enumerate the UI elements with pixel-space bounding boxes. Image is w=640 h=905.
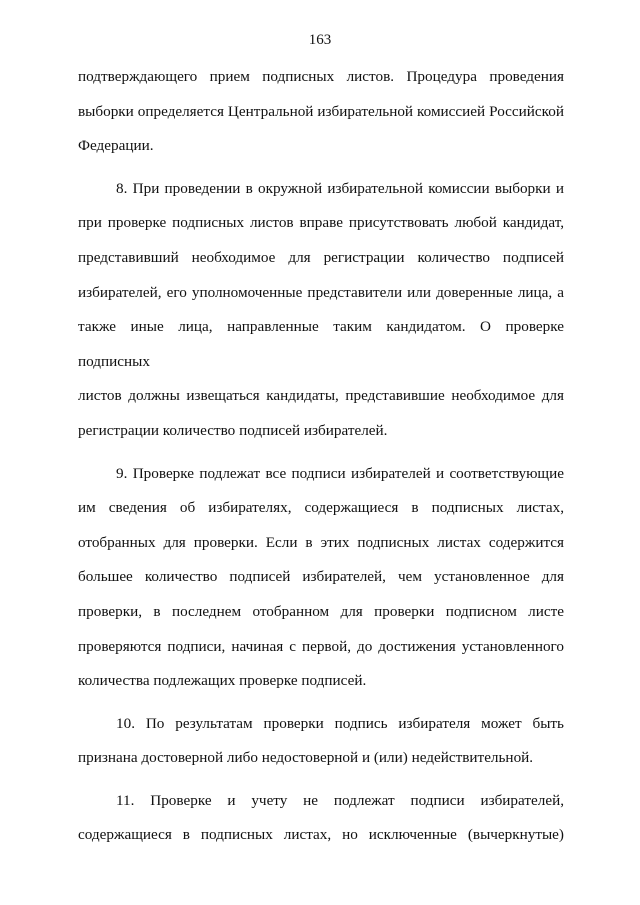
text-line: избирателей, его уполномоченные представители или доверенные лица, а (78, 283, 564, 301)
paragraph-11 (78, 784, 564, 853)
paragraph-continuation (78, 60, 564, 164)
text-line: количества подлежащих проверке подписей. (78, 672, 367, 690)
text-line: проверки, в последнем отобранном для проверки подписном листе (78, 602, 564, 620)
text-line: 9. Проверке подлежат все подписи избирателей и соответствующие (116, 464, 564, 482)
text-line: при проверке подписных листов вправе присутствовать любой кандидат, (78, 214, 564, 232)
text-line: также иные лица, направленные таким кандидатом. О проверке подписных (78, 318, 564, 370)
text-line: листов должны извещаться кандидаты, представившие необходимое для (78, 387, 564, 405)
text-line: подтверждающего прием подписных листов. Процедура проведения (78, 68, 564, 85)
text-line: регистрации количество подписей избирателей. (78, 421, 388, 439)
text-line: отобранных для проверки. Если в этих подписных листах содержится (78, 533, 564, 551)
document-body (78, 60, 564, 853)
text-line: проверяются подписи, начиная с первой, до достижения установленного (78, 637, 564, 655)
paragraph-10 (78, 707, 564, 776)
text-line: большее количество подписей избирателей, чем установленное для (78, 568, 564, 586)
text-line: выборки определяется Центральной избирательной комиссией Российской (78, 102, 564, 120)
text-line: признана достоверной либо недостоверной и (или) недействительной. (78, 749, 534, 767)
text-line: представивший необходимое для регистрации количество подписей (78, 248, 564, 266)
text-line: им сведения об избирателях, содержащиеся в подписных листах, (78, 499, 564, 517)
text-line: 8. При проведении в окружной избирательной комиссии выборки и (116, 179, 564, 197)
paragraph-8 (78, 172, 564, 449)
text-line: содержащиеся в подписных листах, но исключенные (вычеркнутые) (78, 826, 564, 844)
paragraph-9 (78, 457, 564, 699)
text-line: Федерации. (78, 137, 154, 155)
text-line: 11. Проверке и учету не подлежат подписи избирателей, (116, 791, 564, 809)
text-line: 10. По результатам проверки подпись избирателя может быть (116, 714, 564, 732)
page-number: 163 (308, 32, 332, 48)
